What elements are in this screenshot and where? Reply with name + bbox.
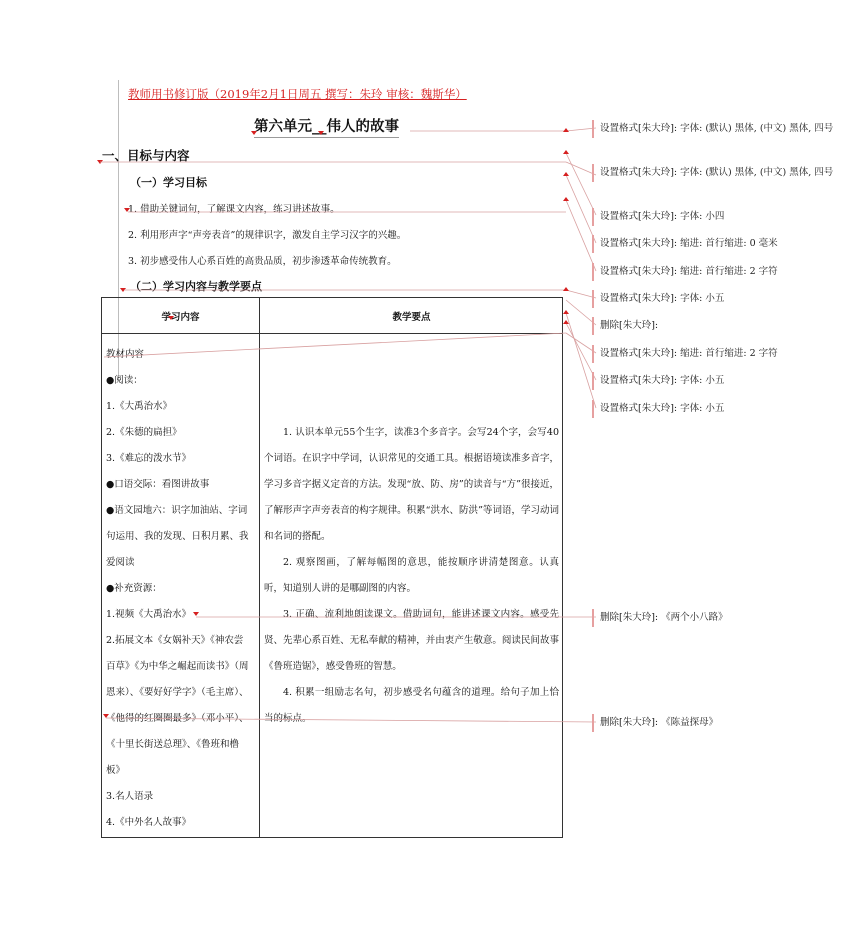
comment-item[interactable]: 设置格式[朱大玲]: 字体: 小五 xyxy=(592,290,858,308)
table-line: 恩来）、《要好好学字》（毛主席）、 xyxy=(106,687,249,698)
teaching-point-3: 3. 正确、流利地朗读课文。借助词句，能讲述课文内容。感受先贤、先辈心系百姓、无私奉献的精神，并由衷产生敬意。阅读民间故事《鲁班造锯》，感受鲁班的智慧。 xyxy=(264,609,559,672)
section-heading-goals: 一、目标与内容 xyxy=(102,148,190,163)
revision-header: 教师用书修订版（2019年2月1日周五 撰写：朱玲 审核：魏斯华） xyxy=(128,87,467,101)
table-header-points: 教学要点 xyxy=(392,312,431,323)
table-cell-points xyxy=(264,420,559,732)
table-line: 百草》《为中华之崛起而读书》（周 xyxy=(106,661,249,672)
table-header-content: 学习内容 xyxy=(161,312,200,323)
content-table xyxy=(101,297,563,838)
comment-item[interactable]: 设置格式[朱大玲]: 缩进: 首行缩进: 2 字符 xyxy=(592,345,858,363)
subheading-content: （二）学习内容与教学要点 xyxy=(130,280,262,293)
comment-item[interactable]: 删除[朱大玲]: 《陈益探母》 xyxy=(592,714,858,732)
table-line: 3.名人语录 xyxy=(106,791,154,802)
comment-item[interactable]: 设置格式[朱大玲]: 字体: 小五 xyxy=(592,372,858,390)
table-line: 4.《中外名人故事》 xyxy=(106,817,192,828)
subheading-objectives: （一）学习目标 xyxy=(130,176,207,189)
table-line: 2.《朱德的扁担》 xyxy=(106,427,182,438)
table-line: ●阅读： xyxy=(106,375,143,386)
teaching-point-2: 2. 观察图画，了解每幅图的意思，能按顺序讲清楚图意。认真听，知道别人讲的是哪副图的内容。 xyxy=(264,557,559,594)
table-line: 1.视频《大禹治水》 xyxy=(106,609,192,620)
table-line: 2.拓展文本《女娲补天》《神农尝 xyxy=(106,635,244,646)
revision-marker xyxy=(120,288,126,292)
table-line: ●口语交际：看图讲故事 xyxy=(106,479,210,490)
table-line: 板》 xyxy=(106,765,126,776)
comment-item[interactable]: 设置格式[朱大玲]: 字体: (默认) 黑体, (中文) 黑体, 四号 xyxy=(592,120,858,138)
comment-item[interactable]: 设置格式[朱大玲]: 字体: 小四 xyxy=(592,208,858,226)
revision-marker xyxy=(97,160,103,164)
comment-item[interactable]: 设置格式[朱大玲]: 字体: (默认) 黑体, (中文) 黑体, 四号 xyxy=(592,164,858,182)
table-line: ●语文园地六：识字加油站、字词 xyxy=(106,505,248,516)
comment-item[interactable]: 删除[朱大玲]: 《两个小八路》 xyxy=(592,609,858,627)
table-line: 句运用、我的发现、日积月累、我 xyxy=(106,531,249,542)
comment-item[interactable]: 设置格式[朱大玲]: 缩进: 首行缩进: 0 毫米 xyxy=(592,235,858,253)
revision-marker xyxy=(103,714,109,718)
objective-item-3: 3. 初步感受伟人心系百姓的高贵品质，初步渗透革命传统教育。 xyxy=(128,256,397,267)
table-line: 3.《难忘的泼水节》 xyxy=(106,453,192,464)
table-line: 爱阅读 xyxy=(106,557,135,568)
objective-item-1: 1. 借助关键词句，了解课文内容，练习讲述故事。 xyxy=(128,204,340,215)
table-column-divider xyxy=(259,298,260,837)
teaching-point-1: 1. 认识本单元55个生字，读准3个多音字。会写24个字，会写40个词语。在识字中学词，认识常见的交通工具。根据语境读准多音字，学习多音字据义定音的方法。发现“放、防、房”的读音与“方”很接近，了解形声字声旁表音的构字规律。积累“洪水、防洪”等词语，学习动词和名词的搭配。 xyxy=(264,427,559,542)
comment-item[interactable]: 删除[朱大玲]: xyxy=(592,317,858,335)
table-cell-content xyxy=(106,342,256,836)
table-line: 1.《大禹治水》 xyxy=(106,401,173,412)
revision-marker xyxy=(318,131,324,135)
revision-marker xyxy=(251,131,257,135)
objective-item-2: 2. 利用形声字“声旁表音”的规律识字，激发自主学习汉字的兴趣。 xyxy=(128,230,407,241)
table-line: ●补充资源： xyxy=(106,583,162,594)
table-line: 教材内容 xyxy=(106,349,145,360)
table-line: 《他得的红圈圈最多》（邓小平）、 xyxy=(106,713,249,724)
comment-item[interactable]: 设置格式[朱大玲]: 缩进: 首行缩进: 2 字符 xyxy=(592,263,858,281)
table-line: 《十里长街送总理》、《鲁班和橹 xyxy=(106,739,240,750)
teaching-point-4: 4. 积累一组励志名句，初步感受名句蕴含的道理。给句子加上恰当的标点。 xyxy=(264,687,559,724)
revision-marker xyxy=(124,208,130,212)
revision-marker xyxy=(168,316,174,320)
comment-item[interactable]: 设置格式[朱大玲]: 字体: 小五 xyxy=(592,400,858,418)
table-header-divider xyxy=(102,333,562,334)
unit-title: 第六单元__伟人的故事 xyxy=(254,115,399,138)
revision-marker xyxy=(193,612,199,616)
